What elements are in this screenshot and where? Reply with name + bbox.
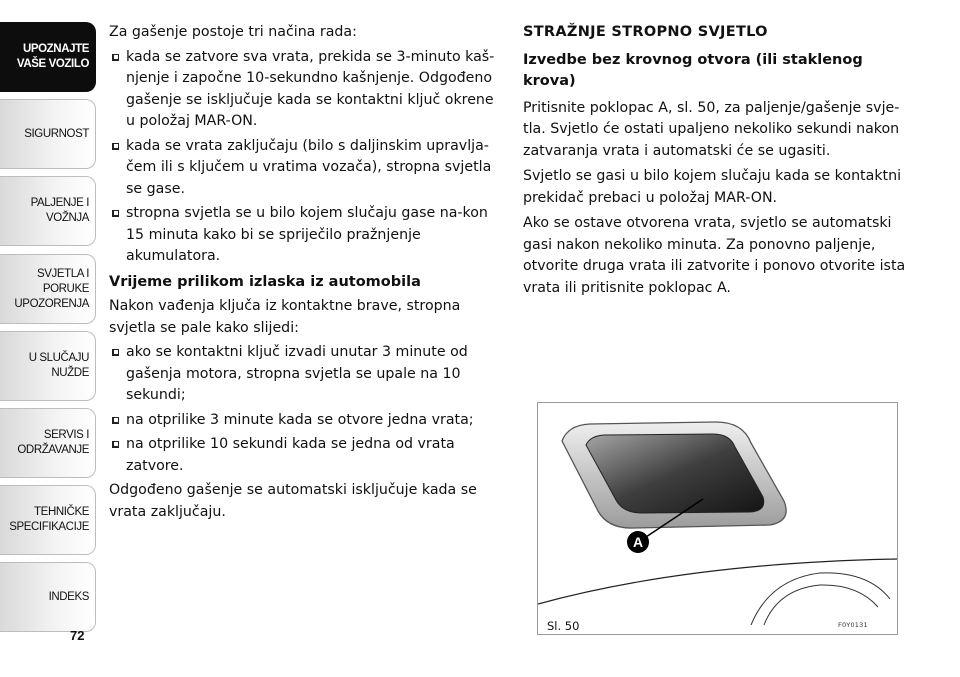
tab-servis-i-odrzavanje[interactable] — [0, 408, 96, 478]
list-item: stropna svjetla se u bilo kojem slučaju gase na-kon 15 minuta kako bi se spriječilo pražnjenje akumulatora. — [109, 203, 504, 268]
checkbox-bullet-icon — [112, 417, 119, 424]
list-item: na otprilike 3 minute kada se otvore jedna vrata; — [109, 410, 504, 432]
page-number: 72 — [70, 628, 85, 643]
right-column — [523, 22, 913, 303]
tab-label: INDEKS — [48, 590, 89, 603]
tab-sigurnost[interactable] — [0, 99, 96, 169]
paragraph: Svjetlo se gasi u bilo kojem slučaju kada se kontaktni prekidač prebaci u položaj MAR-ON. — [523, 168, 902, 206]
checkbox-bullet-icon — [112, 54, 119, 61]
tab-label: SERVIS I ODRŽAVANJE — [17, 429, 89, 456]
tab-label: UPOZNAJTE VAŠE VOZILO — [16, 43, 89, 70]
tab-label: U SLUČAJU NUŽDE — [28, 352, 89, 379]
tab-label: TEHNIČKE SPECIFIKACIJE — [9, 506, 89, 533]
tab-u-slucaju-nuzde[interactable] — [0, 331, 96, 401]
left-column — [109, 22, 504, 524]
tab-tehnicke-specifikacije[interactable] — [0, 485, 96, 555]
tab-label: SIGURNOST — [24, 127, 89, 140]
list-item: kada se vrata zaključaju (bilo s daljinskim upravlja-čem ili s ključem u vratima vozača), stropna svjetla se gase. — [109, 136, 504, 201]
tab-label: PALJENJE I VOŽNJA — [30, 197, 89, 224]
tab-label: SVJETLA I PORUKE UPOZORENJA — [14, 267, 89, 310]
checkbox-bullet-icon — [112, 441, 119, 448]
figure-code: F0Y0131 — [838, 621, 868, 629]
callout-label: A — [632, 534, 644, 550]
checkbox-bullet-icon — [112, 210, 119, 217]
paragraph: Odgođeno gašenje se automatski isključuje kada se vrata zaključaju. — [109, 482, 477, 520]
figure-rear-ceiling-light — [537, 402, 898, 635]
section-subtitle: Izvedbe bez krovnog otvora (ili staklenog krova) — [523, 51, 863, 89]
tab-svjetla-i-poruke[interactable] — [0, 254, 96, 324]
tab-upoznajte-vase-vozilo[interactable] — [0, 22, 96, 92]
tab-paljenje-i-voznja[interactable] — [0, 176, 96, 246]
figure-caption: Sl. 50 — [547, 619, 580, 633]
tab-indeks[interactable] — [0, 562, 96, 632]
checkbox-bullet-icon — [112, 143, 119, 150]
intro-text: Za gašenje postoje tri načina rada: — [109, 24, 357, 40]
list-item: na otprilike 10 sekundi kada se jedna od vrata zatvore. — [109, 434, 504, 477]
paragraph: Ako se ostave otvorena vrata, svjetlo se automatski gasi nakon nekoliko minuta. Za ponovno paljenje, otvorite druga vrata ili zatvorite i ponovo otvorite ista vrata ili pritisnite poklopac A. — [523, 215, 906, 296]
paragraph: Nakon vađenja ključa iz kontaktne brave, stropna svjetla se pale kako slijedi: — [109, 298, 461, 336]
list-item: ako se kontaktni ključ izvadi unutar 3 minute od gašenja motora, stropna svjetla se upale na 10 sekundi; — [109, 342, 504, 407]
ceiling-light-illustration — [538, 403, 897, 634]
paragraph: Pritisnite poklopac A, sl. 50, za paljenje/gašenje svje-tla. Svjetlo će ostati upaljeno nekoliko sekundi nakon zatvaranja vrata i automatski će se ugasiti. — [523, 99, 900, 159]
checkbox-bullet-icon — [112, 349, 119, 356]
list-item: kada se zatvore sva vrata, prekida se 3-minuto kaš-njenje i započne 10-sekundno kašnjenje. Odgođeno gašenje se isključuje kada se kontaktni ključ okrene u položaj MAR-ON. — [109, 47, 504, 133]
section-heading: Vrijeme prilikom izlaska iz automobila — [109, 273, 421, 290]
section-title: STRAŽNJE STROPNO SVJETLO — [523, 24, 768, 40]
